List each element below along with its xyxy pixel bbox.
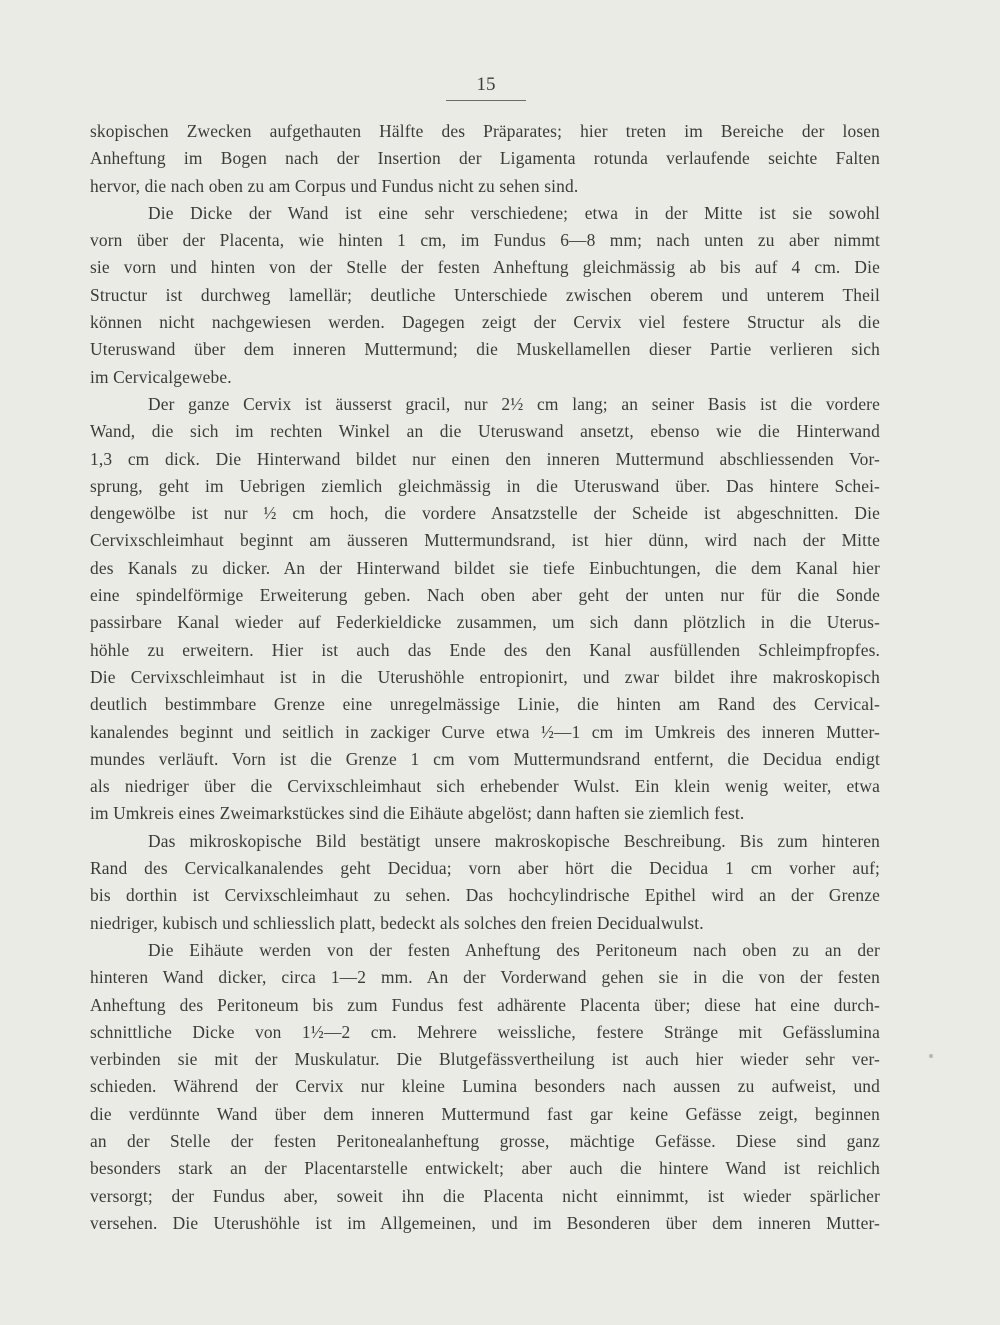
text-line: Die Cervixschleimhaut ist in die Uterushöhle entropionirt, und zwar bildet ihre makroskopisch <box>90 666 880 687</box>
text-line: Uteruswand über dem inneren Muttermund; die Muskellamellen dieser Partie verlieren sich <box>90 339 880 360</box>
text-line: Anheftung im Bogen nach der Insertion der Ligamenta rotunda verlaufende seichte Falten <box>90 148 880 169</box>
text-line: bis dorthin ist Cervixschleimhaut zu sehen. Das hochcylindrische Epithel wird an der Grenze <box>90 885 880 906</box>
text-line: schieden. Während der Cervix nur kleine Lumina besonders nach aussen zu aufweist, und <box>90 1076 880 1097</box>
page-number: 15 <box>446 74 526 101</box>
text-line: können nicht nachgewiesen werden. Dagegen zeigt der Cervix viel festere Structur als die <box>90 312 880 333</box>
text-line: im Cervicalgewebe. <box>90 366 232 387</box>
text-line: skopischen Zwecken aufgethauten Hälfte des Präparates; hier treten im Bereiche der losen <box>90 121 880 141</box>
text-line: Structur ist durchweg lamellär; deutliche Unterschiede zwischen oberem und unterem Theil <box>90 284 880 305</box>
paper-speck <box>929 1054 933 1058</box>
text-line: Die Eihäute werden von der festen Anheftung des Peritoneum nach oben zu an der <box>148 939 880 960</box>
text-line: besonders stark an der Placentarstelle entwickelt; aber auch die hintere Wand ist reichlich <box>90 1158 880 1179</box>
text-line: dengewölbe ist nur ½ cm hoch, die vordere Ansatzstelle der Scheide ist abgeschnitten. Die <box>90 503 880 524</box>
text-line: Der ganze Cervix ist äusserst gracil, nur 2½ cm lang; an seiner Basis ist die vordere <box>148 393 880 414</box>
text-line: 1,3 cm dick. Die Hinterwand bildet nur einen den inneren Muttermund abschliessenden Vor- <box>90 448 880 469</box>
text-line: Wand, die sich im rechten Winkel an die Uteruswand ansetzt, ebenso wie die Hinterwand <box>90 421 880 442</box>
text-line: passirbare Kanal wieder auf Federkieldicke zusammen, um sich dann plötzlich in die Uterus- <box>90 612 880 633</box>
text-line: Anheftung des Peritoneum bis zum Fundus fest adhärente Placenta über; diese hat eine durch- <box>90 994 880 1015</box>
text-line: Die Dicke der Wand ist eine sehr verschiedene; etwa in der Mitte ist sie sowohl <box>148 202 880 223</box>
body-text <box>90 118 880 1237</box>
text-line: hervor, die nach oben zu am Corpus und Fundus nicht zu sehen sind. <box>90 175 579 196</box>
text-line: an der Stelle der festen Peritonealanheftung grosse, mächtige Gefässe. Diese sind ganz <box>90 1130 880 1151</box>
text-line: vorn über der Placenta, wie hinten 1 cm, im Fundus 6—8 mm; nach unten zu aber nimmt <box>90 230 880 251</box>
text-line: versehen. Die Uterushöhle ist im Allgemeinen, und im Besonderen über dem inneren Mutter- <box>90 1212 880 1233</box>
text-line: die verdünnte Wand über dem inneren Muttermund fast gar keine Gefässe zeigt, beginnen <box>90 1103 880 1124</box>
text-line: kanalendes beginnt und seitlich in zackiger Curve etwa ½—1 cm im Umkreis des inneren Mutter- <box>90 721 880 742</box>
text-line: versorgt; der Fundus aber, soweit ihn die Placenta nicht einnimmt, ist wieder spärlicher <box>90 1185 880 1206</box>
text-line: deutlich bestimmbare Grenze eine unregelmässige Linie, die hinten am Rand des Cervical- <box>90 694 880 715</box>
text-line: Cervixschleimhaut beginnt am äusseren Muttermundsrand, ist hier dünn, wird nach der Mitte <box>90 530 880 551</box>
text-line: niedriger, kubisch und schliesslich platt, bedeckt als solches den freien Decidualwulst. <box>90 912 704 933</box>
text-line: sprung, geht im Uebrigen ziemlich gleichmässig in die Uteruswand über. Das hintere Schei- <box>90 475 880 496</box>
text-line: im Umkreis eines Zweimarkstückes sind die Eihäute abgelöst; dann haften sie ziemlich fest. <box>90 803 745 824</box>
text-line: des Kanals zu dicker. An der Hinterwand bildet sie tiefe Einbuchtungen, die dem Kanal hier <box>90 557 880 578</box>
text-line: Das mikroskopische Bild bestätigt unsere makroskopische Beschreibung. Bis zum hinteren <box>148 830 880 851</box>
text-line: mundes verläuft. Vorn ist die Grenze 1 cm vom Muttermundsrand entfernt, die Decidua endigt <box>90 748 880 769</box>
text-line: höhle zu erweitern. Hier ist auch das Ende des den Kanal ausfüllenden Schleimpfropfes. <box>90 639 880 660</box>
text-line: Rand des Cervicalkanalendes geht Decidua; vorn aber hört die Decidua 1 cm vorher auf; <box>90 858 880 879</box>
text-line: verbinden sie mit der Muskulatur. Die Blutgefässvertheilung ist auch hier wieder sehr ver- <box>90 1049 880 1070</box>
text-line: eine spindelförmige Erweiterung geben. Nach oben aber geht der unten nur für die Sonde <box>90 585 880 606</box>
text-line: sie vorn und hinten von der Stelle der festen Anheftung gleichmässig ab bis auf 4 cm. Die <box>90 257 880 278</box>
text-line: schnittliche Dicke von 1½—2 cm. Mehrere weissliche, festere Stränge mit Gefässlumina <box>90 1021 880 1042</box>
text-line: hinteren Wand dicker, circa 1—2 mm. An der Vorderwand gehen sie in die von der festen <box>90 967 880 988</box>
text-line: als niedriger über die Cervixschleimhaut sich erhebender Wulst. Ein klein wenig weiter, etwa <box>90 776 880 797</box>
